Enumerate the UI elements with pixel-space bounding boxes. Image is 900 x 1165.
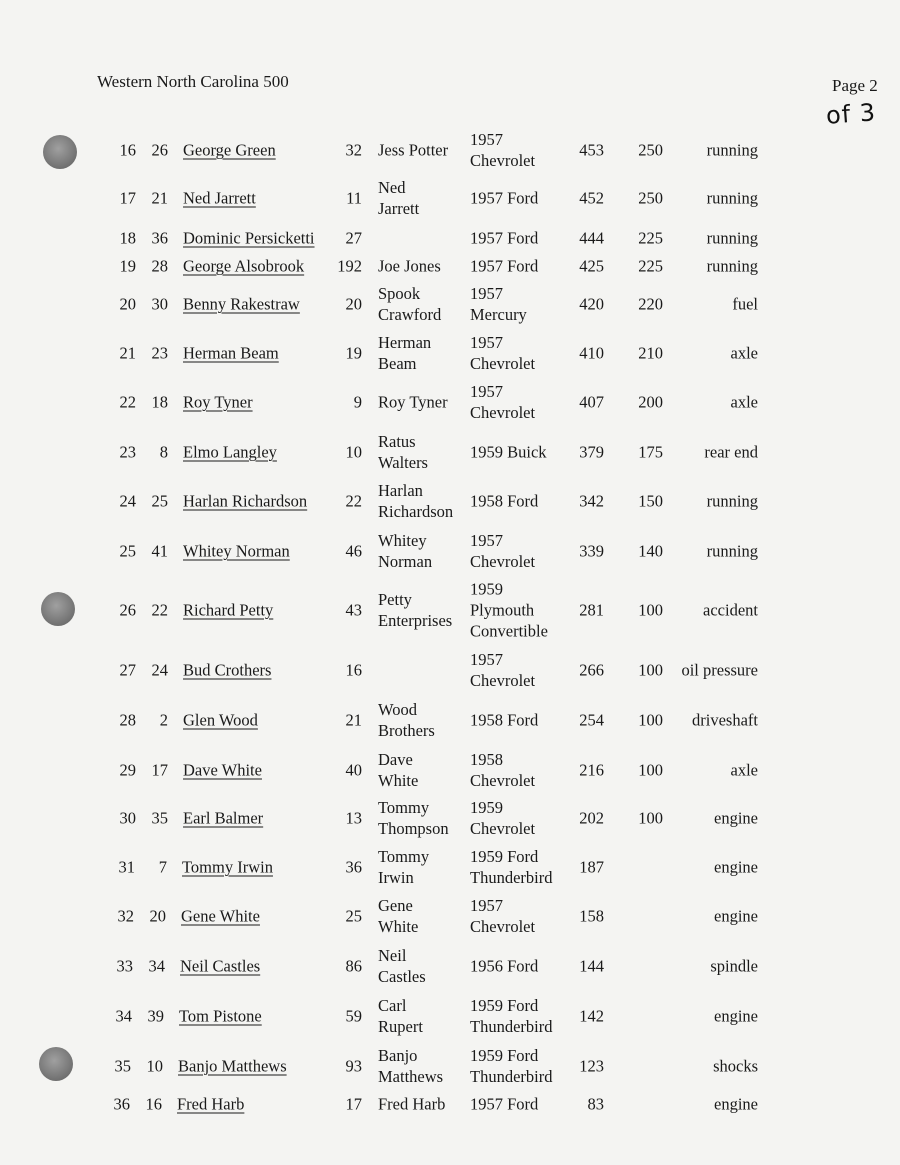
car-owner: Spook Crawford bbox=[378, 284, 442, 324]
table-row bbox=[0, 580, 900, 640]
race-status: rear end bbox=[704, 442, 758, 462]
car-number: 19 bbox=[345, 343, 362, 363]
car-make: 1959 Ford Thunderbird bbox=[470, 847, 553, 887]
prize-money: 200 bbox=[638, 392, 663, 412]
start-position: 21 bbox=[151, 188, 168, 208]
start-position: 17 bbox=[151, 760, 168, 780]
finish-position: 22 bbox=[119, 392, 136, 412]
prize-money: 100 bbox=[638, 600, 663, 620]
race-status: accident bbox=[703, 600, 758, 620]
start-position: 16 bbox=[145, 1094, 162, 1114]
car-owner: Tommy Thompson bbox=[378, 798, 449, 838]
start-position: 28 bbox=[151, 256, 168, 276]
start-position: 8 bbox=[159, 442, 168, 462]
car-number: 16 bbox=[345, 660, 362, 680]
prize-money: 100 bbox=[638, 808, 663, 828]
start-position: 39 bbox=[147, 1006, 164, 1026]
driver-name: George Green bbox=[183, 140, 276, 160]
prize-money: 140 bbox=[638, 541, 663, 561]
car-make: 1958 Chevrolet bbox=[470, 750, 536, 790]
finish-position: 27 bbox=[119, 660, 136, 680]
driver-name: Neil Castles bbox=[180, 956, 261, 976]
finish-position: 26 bbox=[119, 600, 136, 620]
car-make: 1959 Ford Thunderbird bbox=[470, 996, 553, 1036]
laps-completed: 410 bbox=[579, 343, 604, 363]
car-owner: Jess Potter bbox=[378, 140, 449, 160]
start-position: 18 bbox=[151, 392, 168, 412]
car-owner: Dave White bbox=[378, 750, 419, 790]
car-number: 46 bbox=[345, 541, 362, 561]
car-make: 1957 Ford bbox=[470, 188, 539, 208]
prize-money: 220 bbox=[638, 294, 663, 314]
car-number: 40 bbox=[345, 760, 362, 780]
prize-money: 210 bbox=[638, 343, 663, 363]
car-number: 9 bbox=[353, 392, 362, 412]
race-status: running bbox=[706, 140, 758, 160]
laps-completed: 142 bbox=[579, 1006, 604, 1026]
start-position: 35 bbox=[151, 808, 168, 828]
finish-position: 20 bbox=[119, 294, 136, 314]
car-make: 1959 Plymouth Convertible bbox=[470, 579, 548, 641]
driver-name: Fred Harb bbox=[177, 1094, 245, 1114]
start-position: 2 bbox=[159, 710, 168, 730]
car-owner: Ratus Walters bbox=[378, 432, 428, 472]
race-status: running bbox=[706, 256, 758, 276]
race-status: axle bbox=[730, 392, 758, 412]
driver-name: Roy Tyner bbox=[183, 392, 253, 412]
finish-position: 31 bbox=[118, 857, 135, 877]
handwritten-page-count: of 3 bbox=[825, 98, 877, 130]
car-number: 22 bbox=[345, 491, 362, 511]
laps-completed: 144 bbox=[579, 956, 604, 976]
laps-completed: 444 bbox=[579, 228, 604, 248]
car-owner: Gene White bbox=[378, 896, 419, 936]
start-position: 30 bbox=[151, 294, 168, 314]
race-status: running bbox=[706, 188, 758, 208]
car-owner: Neil Castles bbox=[378, 946, 426, 986]
car-number: 59 bbox=[345, 1006, 362, 1026]
driver-name: Bud Crothers bbox=[183, 660, 272, 680]
car-owner: Roy Tyner bbox=[378, 392, 448, 412]
laps-completed: 339 bbox=[579, 541, 604, 561]
car-make: 1959 Chevrolet bbox=[470, 798, 536, 838]
car-make: 1957 Chevrolet bbox=[470, 650, 536, 690]
car-make: 1959 Buick bbox=[470, 442, 547, 462]
race-status: fuel bbox=[732, 294, 758, 314]
car-make: 1957 Chevrolet bbox=[470, 130, 536, 170]
race-status: engine bbox=[714, 857, 758, 877]
start-position: 26 bbox=[151, 140, 168, 160]
car-make: 1957 Chevrolet bbox=[470, 896, 536, 936]
finish-position: 19 bbox=[119, 256, 136, 276]
finish-position: 29 bbox=[119, 760, 136, 780]
car-number: 11 bbox=[346, 188, 362, 208]
laps-completed: 216 bbox=[579, 760, 604, 780]
driver-name: Tommy Irwin bbox=[182, 857, 273, 877]
laps-completed: 425 bbox=[579, 256, 604, 276]
laps-completed: 452 bbox=[579, 188, 604, 208]
race-status: shocks bbox=[713, 1056, 758, 1076]
laps-completed: 187 bbox=[579, 857, 604, 877]
car-owner: Carl Rupert bbox=[378, 996, 423, 1036]
race-status: engine bbox=[714, 1006, 758, 1026]
laps-completed: 407 bbox=[579, 392, 604, 412]
car-owner: Ned Jarrett bbox=[378, 178, 420, 218]
race-title: Western North Carolina 500 bbox=[97, 72, 289, 91]
laps-completed: 379 bbox=[579, 442, 604, 462]
car-number: 13 bbox=[345, 808, 362, 828]
laps-completed: 123 bbox=[579, 1056, 604, 1076]
finish-position: 28 bbox=[119, 710, 136, 730]
laps-completed: 254 bbox=[579, 710, 604, 730]
table-row bbox=[0, 1074, 900, 1134]
finish-position: 32 bbox=[117, 906, 134, 926]
finish-position: 25 bbox=[119, 541, 136, 561]
car-owner: Wood Brothers bbox=[378, 700, 435, 740]
car-make: 1959 Ford Thunderbird bbox=[470, 1046, 553, 1086]
prize-money: 100 bbox=[638, 760, 663, 780]
driver-name: George Alsobrook bbox=[183, 256, 305, 276]
car-owner: Fred Harb bbox=[378, 1094, 446, 1114]
driver-name: Dominic Persicketti bbox=[183, 228, 315, 248]
prize-money: 250 bbox=[638, 140, 663, 160]
driver-name: Elmo Langley bbox=[183, 442, 277, 462]
driver-name: Whitey Norman bbox=[183, 541, 290, 561]
car-make: 1958 Ford bbox=[470, 491, 539, 511]
race-status: axle bbox=[730, 343, 758, 363]
car-owner: Joe Jones bbox=[378, 256, 441, 276]
finish-position: 21 bbox=[119, 343, 136, 363]
car-make: 1957 Ford bbox=[470, 256, 539, 276]
start-position: 10 bbox=[146, 1056, 163, 1076]
start-position: 36 bbox=[151, 228, 168, 248]
car-number: 20 bbox=[345, 294, 362, 314]
car-owner: Tommy Irwin bbox=[378, 847, 430, 887]
car-owner: Harlan Richardson bbox=[378, 481, 454, 521]
finish-position: 24 bbox=[119, 491, 136, 511]
car-make: 1956 Ford bbox=[470, 956, 539, 976]
race-status: running bbox=[706, 491, 758, 511]
driver-name: Richard Petty bbox=[183, 600, 274, 620]
race-status: oil pressure bbox=[681, 660, 758, 680]
finish-position: 16 bbox=[119, 140, 136, 160]
race-status: engine bbox=[714, 808, 758, 828]
driver-name: Dave White bbox=[183, 760, 262, 780]
laps-completed: 266 bbox=[579, 660, 604, 680]
car-owner: Banjo Matthews bbox=[378, 1046, 444, 1086]
driver-name: Harlan Richardson bbox=[183, 491, 308, 511]
table-row bbox=[0, 521, 900, 581]
driver-name: Glen Wood bbox=[183, 710, 258, 730]
driver-name: Ned Jarrett bbox=[183, 188, 256, 208]
car-make: 1957 Mercury bbox=[470, 284, 527, 324]
race-status: axle bbox=[730, 760, 758, 780]
driver-name: Tom Pistone bbox=[179, 1006, 262, 1026]
laps-completed: 202 bbox=[579, 808, 604, 828]
start-position: 7 bbox=[158, 857, 167, 877]
start-position: 24 bbox=[151, 660, 168, 680]
laps-completed: 281 bbox=[579, 600, 604, 620]
start-position: 22 bbox=[151, 600, 168, 620]
driver-name: Gene White bbox=[181, 906, 260, 926]
race-status: running bbox=[706, 228, 758, 248]
driver-name: Earl Balmer bbox=[183, 808, 264, 828]
start-position: 41 bbox=[151, 541, 168, 561]
page-number: Page 2 bbox=[832, 76, 878, 95]
car-number: 86 bbox=[345, 956, 362, 976]
prize-money: 100 bbox=[638, 660, 663, 680]
car-number: 21 bbox=[345, 710, 362, 730]
finish-position: 36 bbox=[113, 1094, 130, 1114]
race-status: driveshaft bbox=[692, 710, 758, 730]
driver-name: Benny Rakestraw bbox=[183, 294, 300, 314]
finish-position: 35 bbox=[114, 1056, 131, 1076]
finish-position: 17 bbox=[119, 188, 136, 208]
finish-position: 33 bbox=[116, 956, 133, 976]
car-make: 1958 Ford bbox=[470, 710, 539, 730]
car-owner: Whitey Norman bbox=[378, 531, 433, 571]
car-number: 93 bbox=[345, 1056, 362, 1076]
start-position: 34 bbox=[148, 956, 165, 976]
laps-completed: 158 bbox=[579, 906, 604, 926]
car-make: 1957 Chevrolet bbox=[470, 333, 536, 373]
car-make: 1957 Ford bbox=[470, 1094, 539, 1114]
car-owner: Petty Enterprises bbox=[378, 590, 453, 630]
car-number: 192 bbox=[337, 256, 362, 276]
prize-money: 225 bbox=[638, 256, 663, 276]
car-number: 36 bbox=[345, 857, 362, 877]
prize-money: 225 bbox=[638, 228, 663, 248]
laps-completed: 420 bbox=[579, 294, 604, 314]
car-owner: Herman Beam bbox=[378, 333, 432, 373]
car-number: 27 bbox=[345, 228, 362, 248]
car-number: 17 bbox=[345, 1094, 362, 1114]
race-status: running bbox=[706, 541, 758, 561]
driver-name: Herman Beam bbox=[183, 343, 279, 363]
car-make: 1957 Ford bbox=[470, 228, 539, 248]
start-position: 20 bbox=[149, 906, 166, 926]
prize-money: 175 bbox=[638, 442, 663, 462]
start-position: 23 bbox=[151, 343, 168, 363]
finish-position: 30 bbox=[119, 808, 136, 828]
prize-money: 100 bbox=[638, 710, 663, 730]
car-number: 32 bbox=[345, 140, 362, 160]
finish-position: 18 bbox=[119, 228, 136, 248]
prize-money: 150 bbox=[638, 491, 663, 511]
race-status: engine bbox=[714, 906, 758, 926]
race-status: spindle bbox=[710, 956, 758, 976]
laps-completed: 453 bbox=[579, 140, 604, 160]
finish-position: 34 bbox=[115, 1006, 132, 1026]
car-number: 10 bbox=[345, 442, 362, 462]
car-make: 1957 Chevrolet bbox=[470, 382, 536, 422]
laps-completed: 342 bbox=[579, 491, 604, 511]
car-make: 1957 Chevrolet bbox=[470, 531, 536, 571]
finish-position: 23 bbox=[119, 442, 136, 462]
prize-money: 250 bbox=[638, 188, 663, 208]
car-number: 25 bbox=[345, 906, 362, 926]
car-number: 43 bbox=[345, 600, 362, 620]
race-status: engine bbox=[714, 1094, 758, 1114]
laps-completed: 83 bbox=[587, 1094, 604, 1114]
start-position: 25 bbox=[151, 491, 168, 511]
driver-name: Banjo Matthews bbox=[178, 1056, 287, 1076]
